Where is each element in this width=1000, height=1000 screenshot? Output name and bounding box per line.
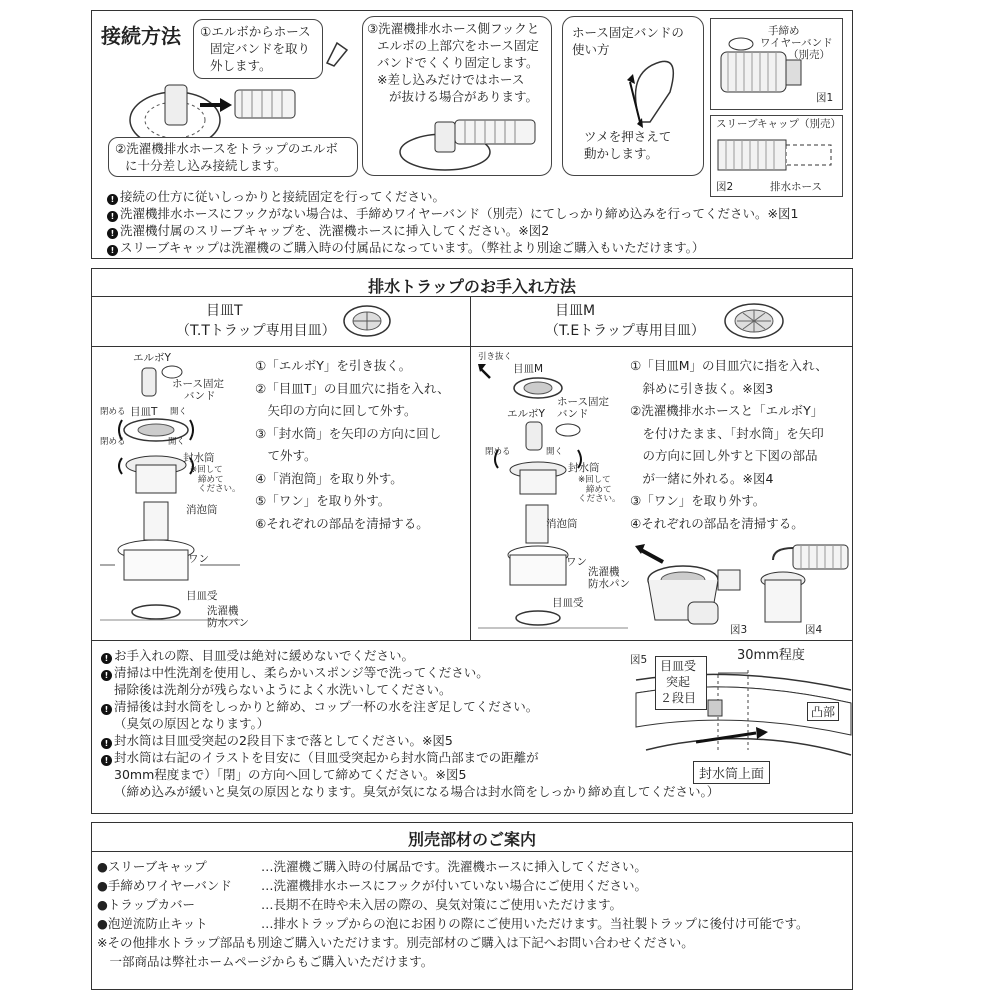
exclamation-icon: ! [107, 228, 118, 239]
fig1-number: 図1 [816, 92, 834, 104]
band-clip-icon [322, 38, 352, 68]
divider [91, 851, 853, 852]
note-line: （締め込みが緩いと臭気の原因となります。臭気が気になる場合は封水筒をしっかり締め直してください。） [114, 784, 720, 799]
fig3-number: 図3 [730, 624, 748, 636]
plate-m-icon [723, 301, 785, 341]
note-line: ! 清掃は中性洗剤を使用し、柔らかいスポンジ等で洗ってください。 [101, 664, 719, 681]
parts-footer: 一部商品は弊社ホームページからもご購入いただけます。 [97, 954, 434, 969]
sleeve-cap-illustration [716, 135, 836, 175]
fig5-top-label: 封水筒上面 [693, 761, 770, 784]
divider [91, 640, 853, 641]
fig4-number: 図4 [805, 624, 823, 636]
note-line: ! 洗濯機付属のスリーブキャップを、洗濯機ホースに挿入してください。※図2 [107, 222, 798, 239]
label-defoam: 消泡筒 [186, 504, 218, 516]
label-close: 閉める [100, 407, 126, 417]
exclamation-icon: ! [101, 704, 112, 715]
label-plate-m: 目皿M [513, 363, 544, 375]
band-usage-title: ホース固定バンドの 使い方 [572, 25, 684, 57]
label-cylinder-note: ※回して 締めて ください。 [190, 465, 241, 494]
figure-4 [753, 540, 848, 635]
note-line: ! お手入れの際、目皿受は絶対に緩めないでください。 [101, 647, 719, 664]
parts-item: ●トラップカバー …長期不在時や未入居の際の、臭気対策にご使用いただけます。 [97, 897, 623, 912]
left-steps: ①「エルボY」を引き抜く。 ②「目皿T」の目皿穴に指を入れ、 矢印の方向に回して外す。 ③「封水筒」を矢印の方向に回し て外す。 ④「消泡筒」を取り外す。 ⑤「ワン」を取り外す。 ⑥それぞれの部品を清掃する。 [255, 358, 450, 531]
label-wan: ワン [188, 553, 209, 565]
note-line: ! 清掃後は封水筒をしっかりと締め、コップ一杯の水を注ぎ足してください。 [101, 698, 719, 715]
label-band: ホース固定 バンド [172, 378, 224, 402]
exclamation-icon: ! [107, 211, 118, 222]
parts-list [97, 857, 809, 971]
exclamation-icon: ! [107, 194, 118, 205]
exclamation-icon: ! [101, 670, 112, 681]
maintenance-notes [101, 647, 719, 800]
note-line: 30mm程度まで）「閉」の方向へ回して締めてください。※図5 [114, 767, 467, 782]
right-header: 目皿M （T.Eトラップ専用目皿） [545, 303, 705, 339]
note-line: 掃除後は洗剤分が残らないようによく水洗いしてください。 [114, 682, 452, 697]
label-open: 開く [170, 407, 188, 417]
step1-callout: ①エルボからホース 固定バンドを取り 外します。 [193, 19, 323, 79]
plate-t-icon [342, 303, 392, 339]
step2-callout: ②洗濯機排水ホースをトラップのエルボ に十分差し込み接続します。 [108, 137, 358, 177]
label-close: 閉める [100, 437, 126, 447]
connection-title: 接続方法 [101, 24, 181, 48]
fig1-label: 手締め ワイヤーバンド （別売） [760, 25, 833, 61]
label-open: 開く [546, 447, 564, 457]
figure-3 [633, 540, 743, 635]
band-usage-caption: ツメを押さえて 動かします。 [584, 129, 672, 161]
column-divider [470, 296, 471, 640]
label-cylinder: 封水筒 [183, 452, 215, 464]
exclamation-icon: ! [101, 738, 112, 749]
note-line: ! 封水筒は目皿受突起の2段目下まで落としてください。※図5 [101, 732, 719, 749]
fig2-hose-label: 排水ホース [770, 181, 822, 193]
fig5-label-box: 目皿受 突起 ２段目 [655, 656, 707, 710]
label-pan: 洗濯機 防水パン [207, 605, 249, 629]
hook-illustration [395, 112, 545, 172]
label-elbow: エルボY [133, 352, 171, 364]
left-header: 目皿T （T.Tトラップ専用目皿） [176, 303, 336, 339]
divider [91, 296, 853, 297]
label-receiver: 目皿受 [552, 597, 584, 609]
label-pull: 引き抜く [478, 352, 513, 362]
exclamation-icon: ! [107, 245, 118, 256]
label-close: 閉める [485, 447, 511, 457]
divider [91, 346, 853, 347]
parts-footer: ※その他排水トラップ部品も別途ご購入いただけます。別売部材のご購入は下記へお問い合わせください。 [97, 935, 694, 950]
parts-title: 別売部材のご案内 [407, 830, 536, 849]
fig5-distance: 30mm程度 [737, 648, 805, 663]
label-receiver: 目皿受 [186, 590, 218, 602]
label-pan: 洗濯機 防水パン [588, 566, 630, 590]
note-line: ! 接続の仕方に従いしっかりと接続固定を行ってください。 [107, 188, 798, 205]
band-illustration [620, 52, 690, 132]
label-wan: ワン [566, 556, 587, 568]
note-line: （臭気の原因となります。） [114, 716, 270, 731]
note-line: ! スリーブキャップは洗濯機のご購入時の付属品になっています。（弊社より別途ご購入もいただけます。） [107, 239, 798, 256]
fig5-convex-label: 凸部 [807, 702, 839, 721]
label-plate-t: 目皿T [130, 406, 158, 418]
parts-item: ●手締めワイヤーバンド …洗濯機排水ホースにフックが付いていない場合にご使用ください。 [97, 878, 648, 893]
parts-item: ●泡逆流防止キット …排水トラップからの泡にお困りの際にご使用いただけます。当社製トラップに後付け可能です。 [97, 916, 809, 931]
label-elbow: エルボY [507, 408, 545, 420]
exclamation-icon: ! [101, 653, 112, 664]
label-defoam: 消泡筒 [546, 518, 578, 530]
fig2-number: 図2 [716, 181, 734, 193]
parts-item: ●スリーブキャップ …洗濯機ご購入時の付属品です。洗濯機ホースに挿入してください。 [97, 859, 647, 874]
right-steps: ①「目皿M」の目皿穴に指を入れ、 斜めに引き抜く。※図3 ②洗濯機排水ホースと「エルボY」 を付けたまま、「封水筒」を矢印 の方向に回し外すと下図の部品 が一緒に外れる。※図4 ③「ワン」を取り外す。 ④それぞれの部品を清掃する。 [630, 358, 828, 531]
fig5-number: 図5 [630, 654, 648, 666]
label-cylinder-note: ※回して 締めて ください。 [578, 475, 621, 504]
connection-notes [107, 188, 798, 256]
step3-text: ③洗濯機排水ホース側フックと エルボの上部穴をホース固定 バンドでくくり固定します。 ※差し込みだけではホース が抜ける場合があります。 [367, 21, 540, 104]
note-line: ! 封水筒は右記のイラストを目安に（目皿受突起から封水筒凸部までの距離が [101, 749, 719, 766]
label-cylinder: 封水筒 [568, 462, 600, 474]
label-band: ホース固定 バンド [557, 396, 609, 420]
maintenance-title: 排水トラップのお手入れ方法 [368, 277, 576, 296]
exclamation-icon: ! [101, 755, 112, 766]
fig2-caption: スリーブキャップ（別売） [716, 118, 842, 130]
note-line: ! 洗濯機排水ホースにフックがない場合は、手締めワイヤーバンド（別売）にてしっかり締め込みを行ってください。※図1 [107, 205, 798, 222]
label-open: 開く [168, 437, 186, 447]
